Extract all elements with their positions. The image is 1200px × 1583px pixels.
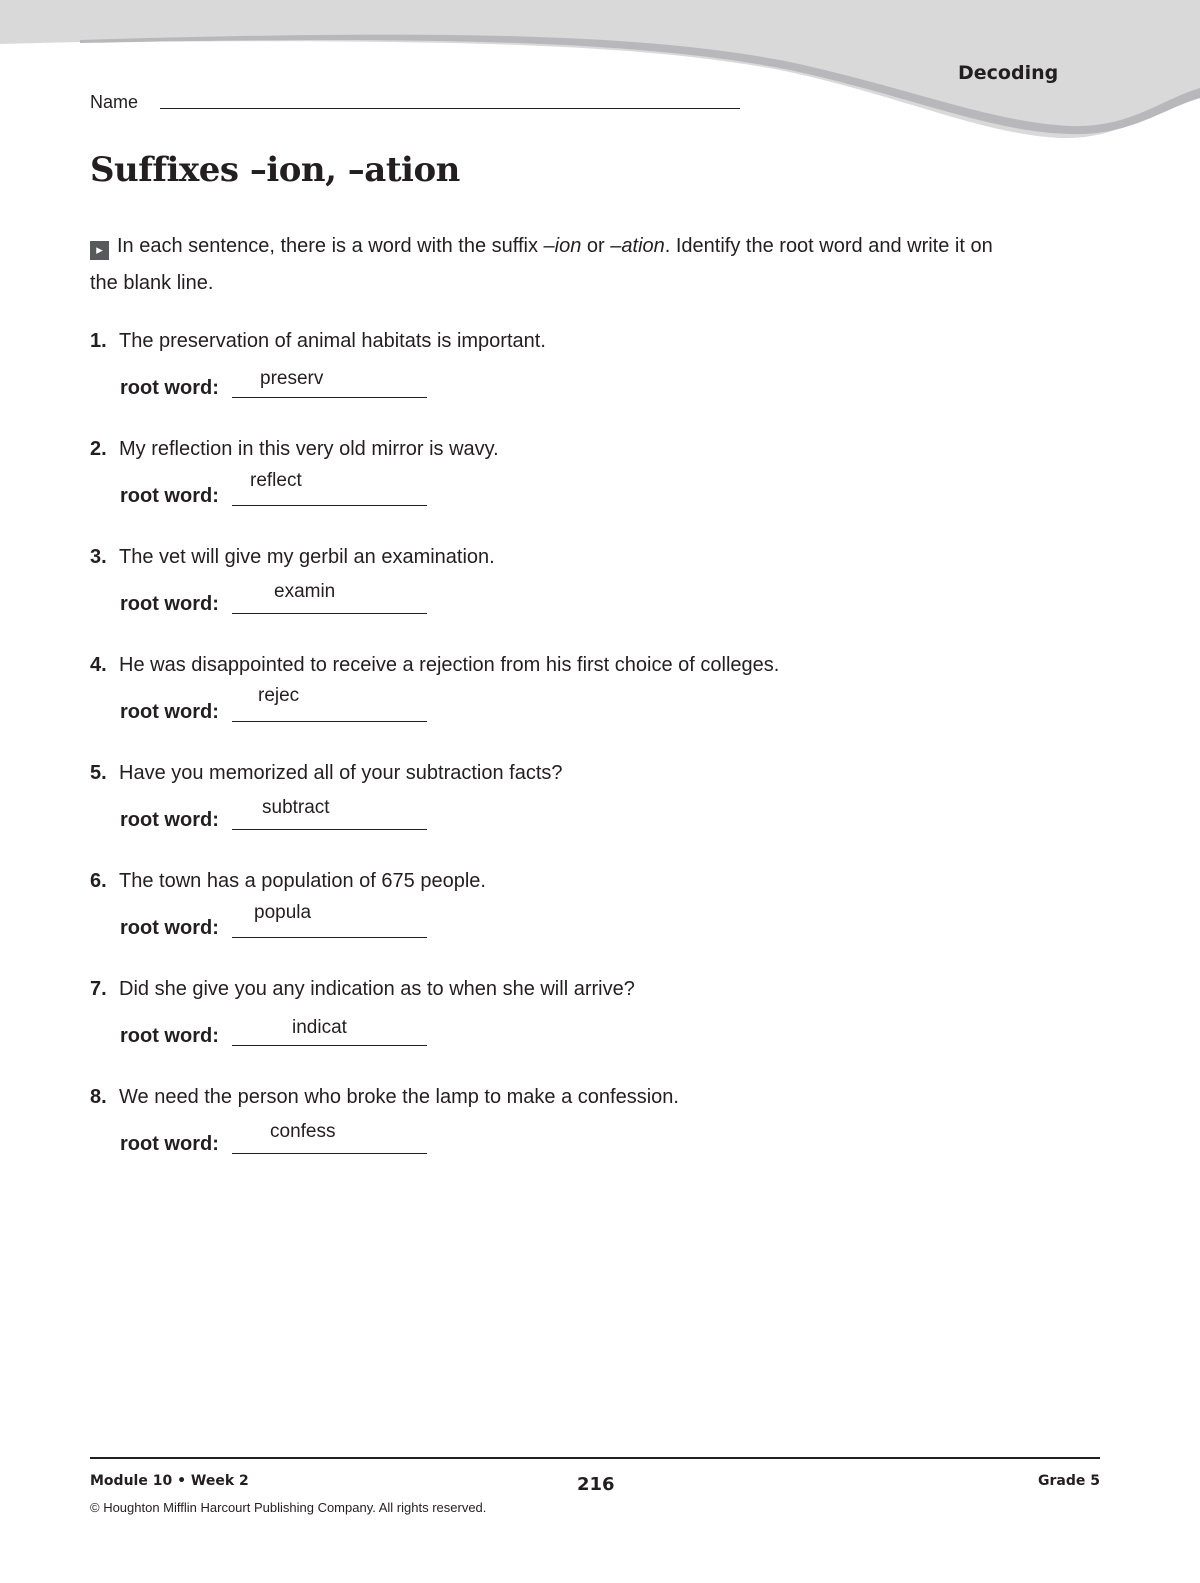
answer-text: confess bbox=[270, 1121, 336, 1142]
footer-divider bbox=[90, 1457, 1100, 1459]
answer-label: root word: bbox=[120, 701, 219, 723]
suffix-ation: –ation bbox=[610, 235, 665, 257]
name-line[interactable] bbox=[160, 108, 740, 109]
answer-text: examin bbox=[274, 581, 336, 602]
answer-blank[interactable] bbox=[232, 505, 427, 506]
answer-row bbox=[120, 1017, 440, 1055]
question-number: 8. bbox=[90, 1086, 107, 1108]
arrow-icon bbox=[90, 241, 109, 260]
answer-row bbox=[120, 797, 440, 839]
answer-row bbox=[120, 470, 440, 515]
page-number: 216 bbox=[577, 1474, 615, 1495]
directions bbox=[90, 228, 1020, 302]
answer-label: root word: bbox=[120, 377, 219, 399]
footer-module: Module 10 • Week 2 bbox=[90, 1473, 249, 1489]
answer-label: root word: bbox=[120, 485, 219, 507]
answer-text: popula bbox=[254, 902, 312, 923]
answer-label: root word: bbox=[120, 809, 219, 831]
answer-row bbox=[120, 581, 440, 623]
name-label: Name bbox=[90, 92, 139, 112]
question-number: 6. bbox=[90, 870, 107, 892]
question-number: 3. bbox=[90, 546, 107, 568]
answer-row bbox=[120, 1121, 440, 1163]
question-number: 7. bbox=[90, 978, 107, 1000]
question-text: We need the person who broke the lamp to make a confession. bbox=[119, 1086, 679, 1108]
answer-label: root word: bbox=[120, 1133, 219, 1155]
answer-blank[interactable] bbox=[232, 829, 427, 830]
copyright-notice: © Houghton Mifflin Harcourt Publishing Company. All rights reserved. bbox=[90, 1500, 487, 1515]
question-number: 5. bbox=[90, 762, 107, 784]
answer-text: preserv bbox=[260, 368, 324, 389]
question-sentence bbox=[90, 870, 486, 893]
question-sentence bbox=[90, 438, 499, 461]
question-text: The preservation of animal habitats is important. bbox=[119, 330, 546, 352]
question-text: My reflection in this very old mirror is wavy. bbox=[119, 438, 499, 460]
question-text: Did she give you any indication as to when she will arrive? bbox=[119, 978, 635, 1000]
answer-blank[interactable] bbox=[232, 937, 427, 938]
question-sentence bbox=[90, 546, 495, 569]
question-number: 4. bbox=[90, 654, 107, 676]
question-sentence bbox=[90, 654, 779, 677]
directions-text-2: or bbox=[581, 235, 611, 257]
worksheet-title: Suffixes –ion, –ation bbox=[90, 150, 460, 190]
answer-text: indicat bbox=[292, 1017, 347, 1038]
answer-row bbox=[120, 902, 440, 947]
question-sentence bbox=[90, 330, 546, 353]
directions-text-3: . Identify the root word and write it on the blank line. bbox=[90, 235, 993, 294]
question-sentence bbox=[90, 762, 563, 785]
question-sentence bbox=[90, 1086, 679, 1109]
answer-blank[interactable] bbox=[232, 397, 427, 398]
question-number: 1. bbox=[90, 330, 107, 352]
category-label: Decoding bbox=[958, 62, 1059, 84]
answer-row bbox=[120, 685, 440, 731]
answer-blank[interactable] bbox=[232, 1045, 427, 1046]
answer-label: root word: bbox=[120, 917, 219, 939]
suffix-ion: –ion bbox=[543, 235, 582, 257]
question-text: Have you memorized all of your subtraction facts? bbox=[119, 762, 563, 784]
answer-text: rejec bbox=[258, 685, 300, 706]
footer-grade: Grade 5 bbox=[1038, 1473, 1100, 1489]
answer-blank[interactable] bbox=[232, 1153, 427, 1154]
answer-blank[interactable] bbox=[232, 721, 427, 722]
directions-text-1: In each sentence, there is a word with the suffix bbox=[117, 235, 544, 257]
name-field[interactable] bbox=[90, 90, 750, 116]
question-text: The town has a population of 675 people. bbox=[119, 870, 486, 892]
question-number: 2. bbox=[90, 438, 107, 460]
question-sentence bbox=[90, 978, 635, 1001]
answer-label: root word: bbox=[120, 593, 219, 615]
answer-row bbox=[120, 368, 440, 407]
answer-text: reflect bbox=[250, 470, 302, 491]
question-text: The vet will give my gerbil an examination. bbox=[119, 546, 495, 568]
answer-blank[interactable] bbox=[232, 613, 427, 614]
answer-text: subtract bbox=[262, 797, 330, 818]
question-text: He was disappointed to receive a rejection from his first choice of colleges. bbox=[119, 654, 780, 676]
answer-label: root word: bbox=[120, 1025, 219, 1047]
